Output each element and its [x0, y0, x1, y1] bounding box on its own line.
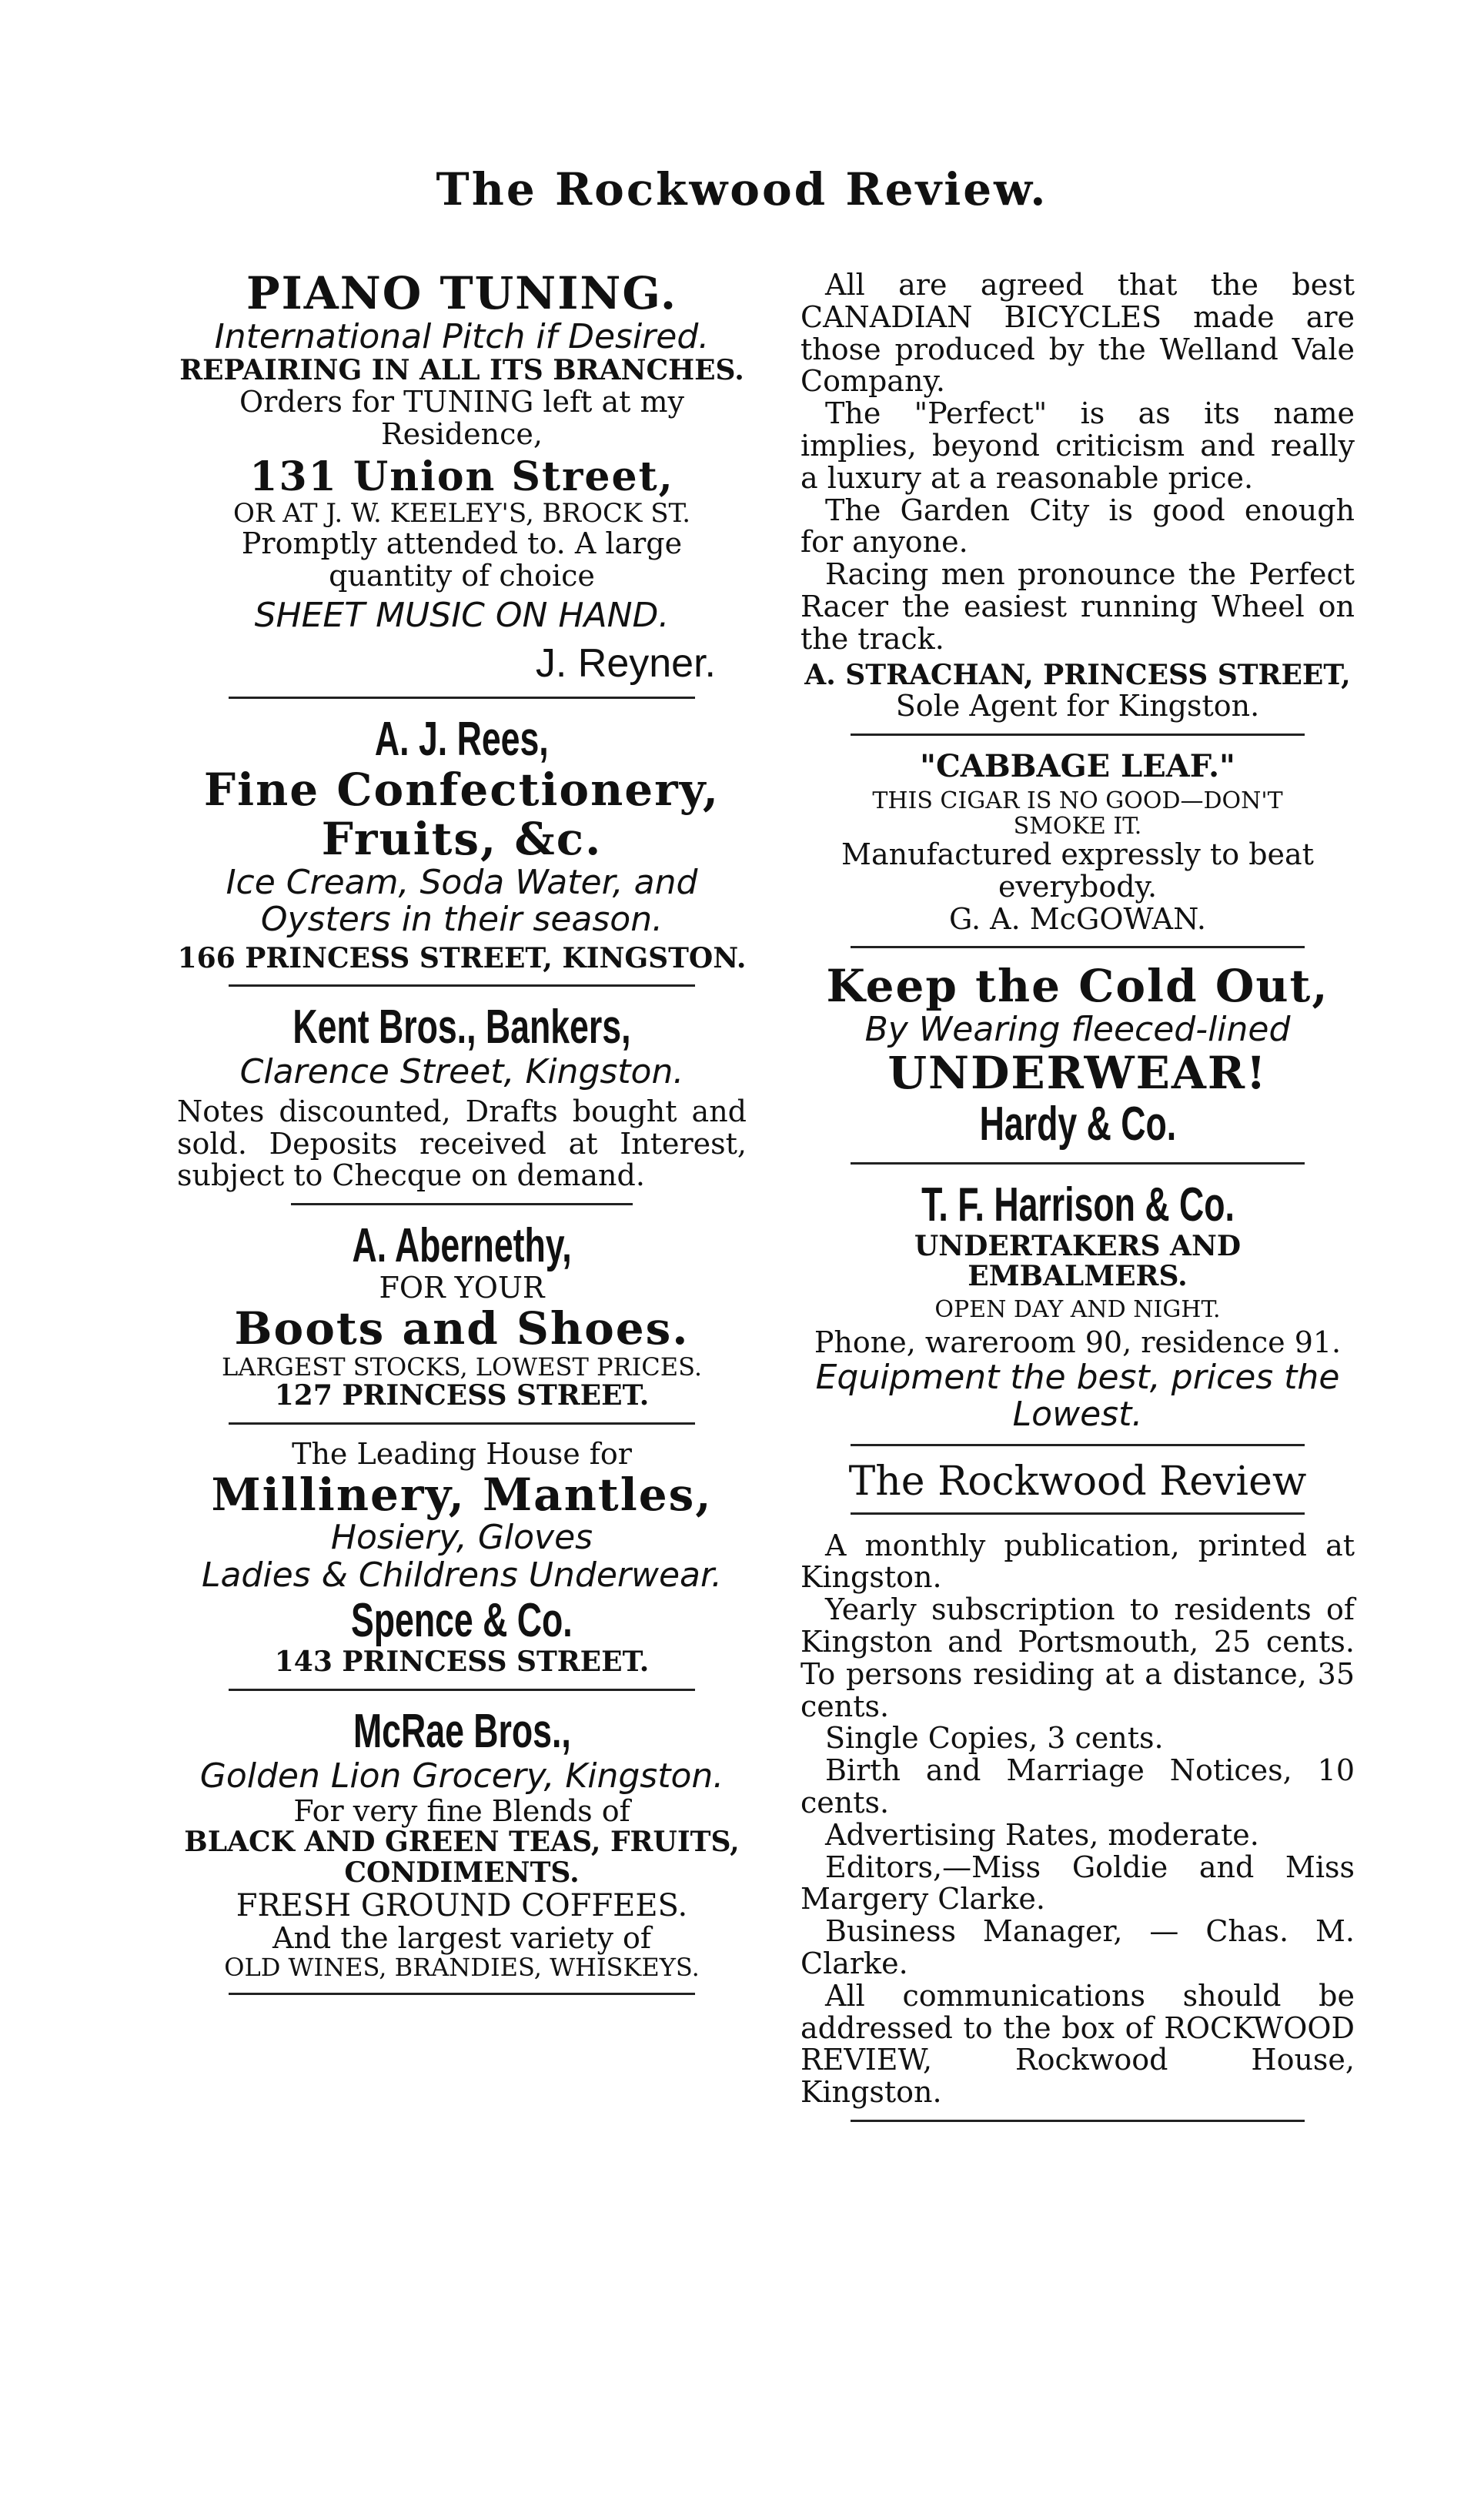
ad-line: OR AT J. W. KEELEY'S, BROCK ST.: [232, 497, 691, 529]
ad-title: PIANO TUNING.: [246, 267, 678, 319]
divider: [851, 734, 1305, 736]
ad-address: 166 PRINCESS STREET, KINGSTON.: [177, 941, 747, 974]
divider: [851, 1512, 1305, 1515]
ad-mcrae: [177, 1705, 747, 1982]
ad-name: T. F. Harrison & Co.: [921, 1178, 1235, 1231]
ad-line: Clarence Street, Kingston.: [239, 1052, 684, 1092]
ad-abernethy: [177, 1219, 747, 1412]
ad-line: Fruits, &c.: [321, 813, 603, 866]
ad-line: Millinery, Mantles,: [211, 1468, 713, 1521]
ad-title: The Rockwood Review: [848, 1459, 1307, 1505]
ad-paragraph: Business Manager, — Chas. M. Clarke.: [800, 1914, 1355, 1981]
ad-line: Orders for TUNING left at my: [239, 384, 684, 419]
ad-paragraph: Editors,—Miss Goldie and Miss Margery Clarke.: [800, 1850, 1355, 1916]
ad-line: And the largest variety of: [272, 1920, 651, 1955]
divider: [851, 2120, 1305, 2122]
ad-line: Ladies & Childrens Underwear.: [201, 1555, 723, 1595]
ad-cigar: [800, 747, 1355, 936]
ad-line: Ice Cream, Soda Water, and: [226, 862, 698, 902]
ad-address: 127 PRINCESS STREET.: [274, 1379, 650, 1412]
ad-line: By Wearing fleeced-lined: [864, 1010, 1291, 1050]
ad-name: Kent Bros., Bankers,: [292, 1001, 631, 1054]
ad-line: Manufactured expressly to beat: [841, 837, 1314, 871]
ad-title: "CABBAGE LEAF.": [920, 747, 1235, 784]
divider: [229, 1993, 696, 1995]
ad-paragraph: Birth and Marriage Notices, 10 cents.: [800, 1753, 1355, 1820]
ad-line: UNDERTAKERS AND EMBALMERS.: [914, 1229, 1242, 1293]
ad-line: A. STRACHAN, PRINCESS STREET,: [804, 658, 1351, 691]
ad-paragraph: A monthly publication, printed at Kingston.: [800, 1528, 1355, 1595]
ad-line: THIS CIGAR IS NO GOOD—DON'T: [872, 787, 1283, 814]
ad-line: For very fine Blends of: [293, 1793, 630, 1828]
divider: [291, 1203, 633, 1205]
ad-review-info: [800, 1460, 1355, 2109]
divider: [229, 1422, 696, 1425]
ad-hardy: [800, 962, 1355, 1151]
ad-line: Equipment the best, prices the: [815, 1357, 1340, 1397]
ad-rees: [177, 713, 747, 974]
ad-paragraph: Advertising Rates, moderate.: [825, 1817, 1259, 1852]
ad-line: Residence,: [381, 416, 543, 451]
ad-line: Fine Confectionery,: [203, 764, 720, 817]
ad-name: Hardy & Co.: [979, 1098, 1176, 1151]
ad-line: SHEET MUSIC ON HAND.: [254, 595, 670, 635]
ad-name: Spence & Co.: [351, 1594, 573, 1648]
ad-line: FRESH GROUND COFFEES.: [236, 1887, 688, 1923]
ad-line: The Leading House for: [292, 1436, 632, 1471]
ad-line: G. A. McGOWAN.: [949, 901, 1206, 936]
ad-name: A. J. Rees,: [375, 713, 549, 767]
ad-line: CONDIMENTS.: [344, 1856, 580, 1889]
ad-paragraph: The Garden City is good enough for anyone.: [800, 493, 1355, 560]
ad-address: 131 Union Street,: [249, 453, 674, 501]
ad-spence: [177, 1436, 747, 1679]
ad-line: Promptly attended to. A large: [241, 526, 683, 560]
ad-line: UNDERWEAR!: [887, 1046, 1268, 1099]
ad-body: Notes discounted, Drafts bought and sold. Deposits received at Interest, subject to Checque on demand.: [177, 1094, 747, 1193]
divider: [229, 697, 696, 699]
right-column: [800, 269, 1355, 2136]
ad-line: Oysters in their season.: [260, 900, 663, 940]
ad-paragraph: Racing men pronounce the Perfect Racer the easiest running Wheel on the track.: [800, 557, 1355, 656]
divider: [851, 1162, 1305, 1165]
ad-piano-tuning: [177, 269, 747, 686]
ad-paragraph: All communications should be addressed to the box of ROCKWOOD REVIEW, Rockwood House, Kingston.: [800, 1978, 1355, 2110]
ad-line: Golden Lion Grocery, Kingston.: [199, 1756, 724, 1796]
ad-address: 143 PRINCESS STREET.: [274, 1646, 650, 1679]
ad-line: SMOKE IT.: [1013, 812, 1142, 840]
ad-kent-bros: [177, 1001, 747, 1192]
divider: [229, 984, 696, 987]
ad-line: LARGEST STOCKS, LOWEST PRICES.: [221, 1352, 703, 1382]
ad-line: Hosiery, Gloves: [330, 1518, 593, 1558]
ad-line: REPAIRING IN ALL ITS BRANCHES.: [179, 354, 744, 387]
ad-line: OPEN DAY AND NIGHT.: [934, 1295, 1221, 1323]
ad-harrison: [800, 1178, 1355, 1434]
ad-signature: J. Reyner.: [535, 640, 716, 686]
ad-line: Lowest.: [1012, 1395, 1143, 1435]
page-header: The Rockwood Review.: [436, 163, 1048, 216]
ad-line: quantity of choice: [329, 558, 595, 593]
ad-line: Phone, wareroom 90, residence 91.: [814, 1325, 1342, 1359]
divider: [229, 1689, 696, 1691]
divider: [851, 946, 1305, 948]
left-column: [177, 269, 747, 2009]
ad-paragraph: All are agreed that the best CANADIAN BICYCLES made are those produced by the Welland Vale Company.: [800, 268, 1355, 399]
ad-line: International Pitch if Desired.: [214, 316, 710, 356]
ad-line: Sole Agent for Kingston.: [895, 689, 1260, 723]
ad-bicycles: [800, 269, 1355, 723]
ad-line: FOR YOUR: [379, 1271, 545, 1305]
divider: [851, 1444, 1305, 1446]
ad-paragraph: Yearly subscription to residents of Kingston and Portsmouth, 25 cents. To persons residing at a distance, 35 cents.: [800, 1592, 1355, 1723]
ad-paragraph: Single Copies, 3 cents.: [825, 1721, 1164, 1756]
ad-line: Keep the Cold Out,: [826, 960, 1329, 1013]
ad-paragraph: The "Perfect" is as its name implies, beyond criticism and really a luxury at a reasonable price.: [800, 396, 1355, 495]
ad-line: OLD WINES, BRANDIES, WHISKEYS.: [224, 1953, 700, 1983]
ad-line: everybody.: [998, 869, 1158, 904]
ad-line: Boots and Shoes.: [234, 1302, 690, 1355]
ad-name: A. Abernethy,: [352, 1219, 572, 1273]
ad-line: BLACK AND GREEN TEAS, FRUITS,: [184, 1826, 740, 1859]
ad-name: McRae Bros.,: [353, 1704, 571, 1758]
